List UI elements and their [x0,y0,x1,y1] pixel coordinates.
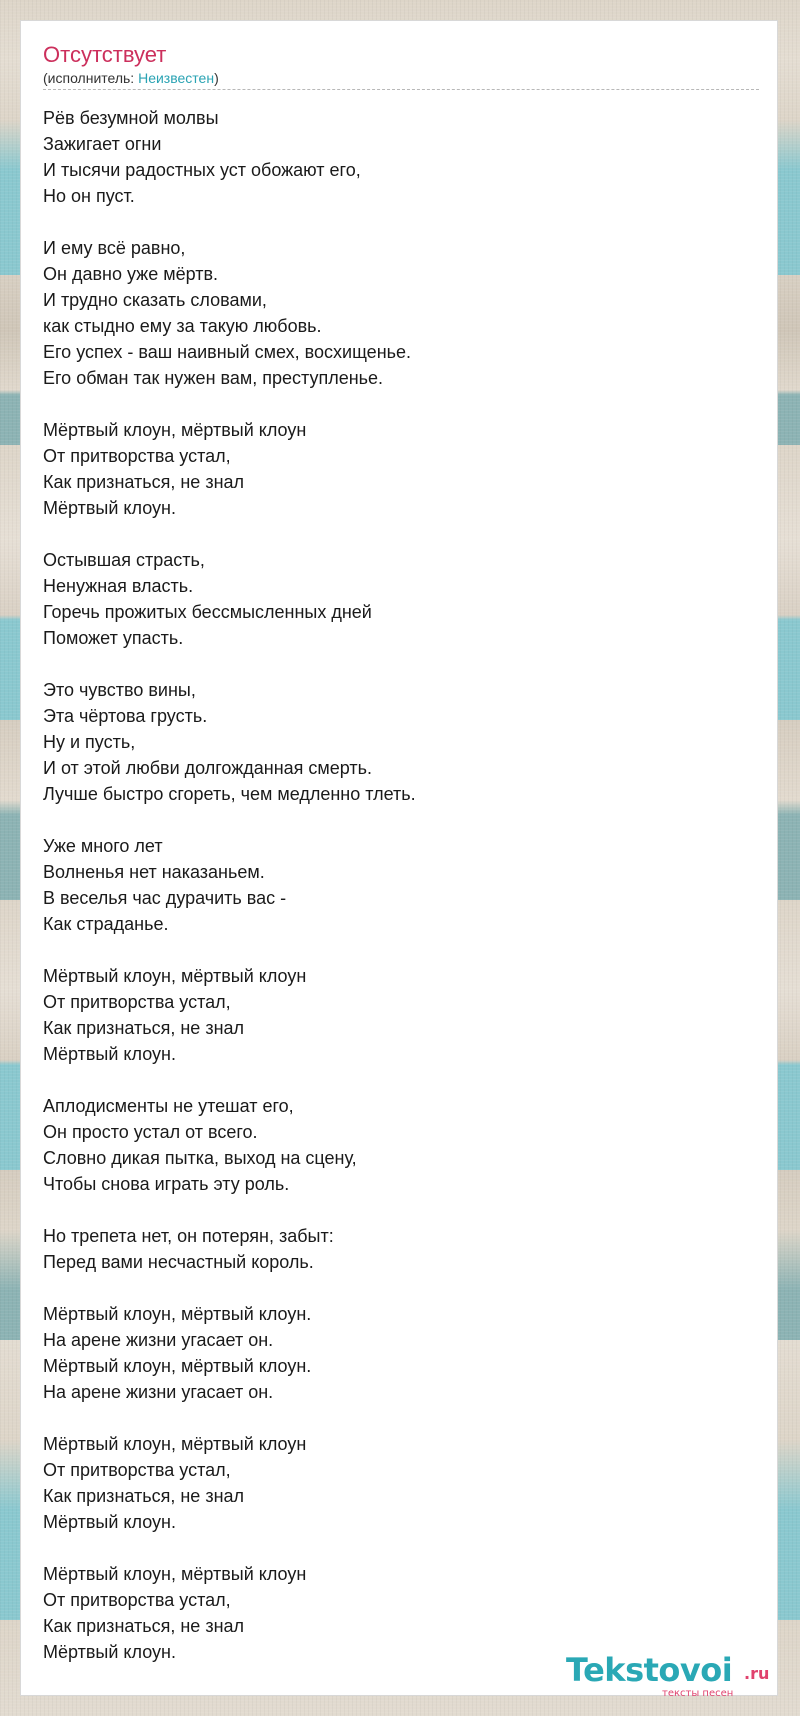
lyric-line: Чтобы снова играть эту роль. [43,1174,290,1194]
lyric-line: Уже много лет [43,836,163,856]
stanza-break [43,209,743,235]
lyric-line: Мёртвый клоун, мёртвый клоун [43,1434,307,1454]
stanza-break [43,807,743,833]
lyric-line: Как признаться, не знал [43,1616,245,1636]
lyric-line: Но он пуст. [43,186,135,206]
lyric-line: Как страданье. [43,914,169,934]
lyric-line: Ненужная власть. [43,576,194,596]
lyric-line: От притворства устал, [43,1590,231,1610]
lyric-line: Его обман так нужен вам, преступленье. [43,368,384,388]
stanza-break [43,391,743,417]
logo-name: Tekstovoi [566,1651,733,1689]
lyric-line: Аплодисменты не утешат его, [43,1096,294,1116]
lyric-line: Мёртвый клоун. [43,1512,176,1532]
site-logo[interactable] [566,1652,786,1702]
lyric-line: Перед вами несчастный король. [43,1252,314,1272]
stanza-break [43,651,743,677]
lyric-line: Зажигает огни [43,134,162,154]
song-header [43,41,759,90]
lyric-line: От притворства устал, [43,446,231,466]
lyrics-card [20,20,778,1696]
artist-prefix: (исполнитель: [43,70,139,86]
lyric-line: Он давно уже мёртв. [43,264,219,284]
artist-link[interactable]: Неизвестен [138,70,215,86]
lyric-line: От притворства устал, [43,1460,231,1480]
lyric-line: Лучше быстро сгореть, чем медленно тлеть. [43,784,416,804]
lyric-line: Его успех - ваш наивный смех, восхищенье. [43,342,412,362]
lyric-line: Мёртвый клоун. [43,1642,176,1662]
lyric-line: Словно дикая пытка, выход на сцену, [43,1148,357,1168]
stanza-break [43,1067,743,1093]
song-title: Отсутствует [43,42,167,67]
lyric-line: Мёртвый клоун, мёртвый клоун [43,1564,307,1584]
stanza-break [43,1197,743,1223]
lyric-line: Это чувство вины, [43,680,196,700]
stanza-break [43,937,743,963]
lyric-line: Но трепета нет, он потерян, забыт: [43,1226,334,1246]
lyric-line: Мёртвый клоун, мёртвый клоун [43,420,307,440]
lyric-line: Мёртвый клоун. [43,498,176,518]
lyric-line: Ну и пусть, [43,732,136,752]
lyric-line: Мёртвый клоун, мёртвый клоун [43,966,307,986]
lyric-line: И трудно сказать словами, [43,290,267,310]
lyric-line: Горечь прожитых бессмысленных дней [43,602,372,622]
stanza-break [43,1275,743,1301]
lyric-line: На арене жизни угасает он. [43,1382,274,1402]
lyric-line: И тысячи радостных уст обожают его, [43,160,361,180]
lyric-line: На арене жизни угасает он. [43,1330,274,1350]
lyric-line: Остывшая страсть, [43,550,205,570]
lyric-line: Он просто устал от всего. [43,1122,258,1142]
lyric-line: Мёртвый клоун, мёртвый клоун. [43,1356,312,1376]
lyric-line: Волненья нет наказаньем. [43,862,265,882]
lyrics-text [43,105,743,1665]
lyric-line: От притворства устал, [43,992,231,1012]
lyric-line: Рёв безумной молвы [43,108,219,128]
lyric-line: Как признаться, не знал [43,1486,245,1506]
lyric-line: Как признаться, не знал [43,472,245,492]
lyric-line: как стыдно ему за такую любовь. [43,316,322,336]
lyric-line: Как признаться, не знал [43,1018,245,1038]
stanza-break [43,1405,743,1431]
lyric-line: Эта чёртова грусть. [43,706,208,726]
lyric-line: И ему всё равно, [43,238,186,258]
lyric-line: Мёртвый клоун. [43,1044,176,1064]
artist-line [43,69,759,87]
stanza-break [43,521,743,547]
logo-tld: .ru [744,1664,770,1683]
artist-suffix: ) [214,70,219,86]
logo-tagline: тексты песен [662,1688,734,1699]
stanza-break [43,1535,743,1561]
lyric-line: Мёртвый клоун, мёртвый клоун. [43,1304,312,1324]
lyric-line: Поможет упасть. [43,628,184,648]
lyric-line: В веселья час дурачить вас - [43,888,287,908]
lyric-line: И от этой любви долгожданная смерть. [43,758,373,778]
